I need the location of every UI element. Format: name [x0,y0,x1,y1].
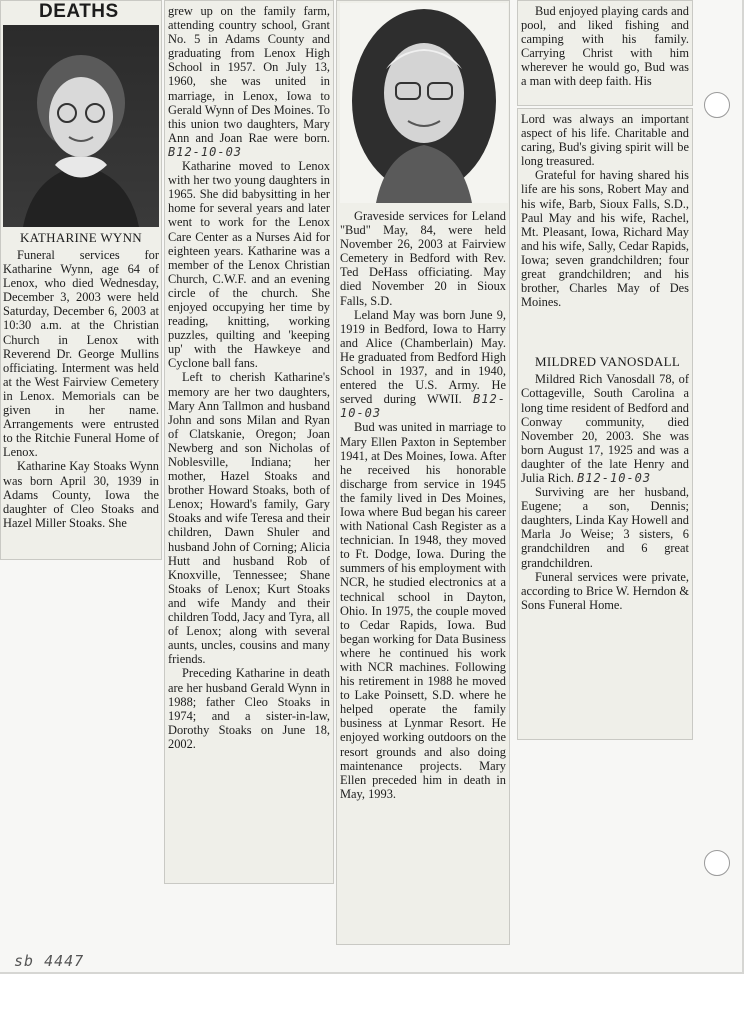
handwritten-date-note: B12-10-03 [340,392,506,421]
clipping-katharine-wynn-continued [164,0,334,884]
obituary-paragraph: Funeral services for Katharine Wynn, age 64 of Lenox, who died Wednesday, December 3, 2003 were held Saturday, December 6, 2003 at 10:30 a.m. at the Christian Church in Lenox with Reverend Dr. George Mullins officiating. Interment was held at the West Fairview Cemetery in Lenox. Memorials can be given in her name. Arrangements were entrusted to the Ritchie Funeral Home of Lenox. [3,248,159,460]
section-heading: DEATHS [39,1,119,22]
obituary-paragraph: Funeral services were private, according to Brice W. Herndon & Sons Funeral Home. [521,569,689,612]
obituary-paragraph: Katharine Kay Stoaks Wynn was born April 30, 1939 in Adams County, Iowa the daughter of Cleo Stoaks and Hazel Miller Stoaks. She [3,459,159,530]
obituary-paragraph: Mildred Rich Vanosdall 78, of Cottageville, South Carolina a long time resident of Bedford and Conway community, died November 20, 2003. She was born August 17, 1925 and was a daughter of the late Henry and Julia Rich. B12-10-03 [521,372,689,485]
portrait-leland-may [340,3,508,203]
obituary-paragraph: Katharine moved to Lenox with her two young daughters in 1965. She did babysitting in her home for several years and later went to work for the Lenox Care Center as a Nurses Aid for eighteen years. Katharine was a member of the Lenox Christian Church, C.W.F. and an evening circle of the church. She enjoyed occupying her time by reading, knitting, working puzzles, quilting and 'keeping up' with the Hawkeye and Cyclone ball fans. [168,159,330,371]
obituary-paragraph: Surviving are her husband, Eugene; a son, Dennis; daughters, Linda Kay Howell and Marla Jo Weise; 3 sisters, 6 grandchildren and 6 great grandchildren. [521,485,689,570]
obituary-paragraph: Left to cherish Katharine's memory are her two daughters, Mary Ann Tallmon and husband John and sons Milan and Ryan of Clatskanie, Oregon; Joan Newberg and son Nicholas of Noblesville, Indiana; her mother, Hazel Stoaks and brother Howard Stoaks, both of Lenox; Howard's family, Gary Stoaks and wife Teresa and their children, Dawn Shuler and husband John of Corning; Alicia Hutt and husband Rob of Knoxville, Tennessee; Shane Stoaks of Lenox; Kurt Stoaks and wife Mandy and their children Todd, Jacy and Tyra, all of Lenox; along with several aunts, uncles, cousins and many friends. [168,370,330,667]
obituary-paragraph: Leland May was born June 9, 1919 in Bedford, Iowa to Harry and Alice (Chamberlain) May. He graduated from Bedford High School in 1937, and in 1940, entered the U.S. Army. He served during WWII. B12-10-03 [340,307,506,421]
clipping-katharine-wynn [0,0,162,560]
obituary-paragraph: Preceding Katharine in death are her husband Gerald Wynn in 1988; father Cleo Stoaks in 1974; and a sister-in-law, Dorothy Stoaks on June 18, 2002. [168,666,330,751]
clipping-mildred-vanosdall [517,108,693,740]
obituary-paragraph: grew up on the family farm, attending country school, Grant No. 5 in Adams County and graduating from Lenox High School in 1957. On July 13, 1960, she was united in marriage, in Lenox, Iowa to Gerald Wynn of Des Moines. To this union two daughters, Mary Ann and Joan Rae were born. B12-10-03 [168,4,330,159]
portrait-man-icon [340,3,508,203]
binder-hole-top [704,92,730,118]
obituary-paragraph: Bud was united in marriage to Mary Ellen Paxton in September 1941, at Des Moines, Iowa. After he received his honorable discharge from service in 1945 the family lived in Des Moines, Iowa where Bud began his career with National Cash Register as a technician. In 1948, they moved to Ft. Dodge, Iowa. During the summers of his employment with NCR, he studied electronics at a technical school in Dayton, Ohio. In 1975, the couple moved to Cedar Rapids, Iowa. Bud began working for Data Business where he continued his work with NCR machines. Following his retirement in 1988 he moved to Lake Poinsett, S.D. where he helped operate the family business at Lynmar Resort. He enjoyed working outdoors on the resort grounds and also doing maintenance projects. Mary Ellen preceded him in death in May, 1993. [340,420,506,801]
clipping-leland-may-continued-top [517,0,693,106]
obituary-name: KATHARINE WYNN [19,230,143,245]
handwritten-archive-mark: sb 4447 [14,952,85,970]
portrait-katharine-wynn [3,25,159,227]
clipping-leland-may [336,0,510,945]
obituary-paragraph: Graveside services for Leland "Bud" May, 84, were held November 26, 2003 at Fairview Cemetery in Bedford with Rev. Ted DeHass officiating. May died November 20 in Sioux Falls, S.D. [340,209,506,308]
obituary-name: MILDRED VANOSDALL [535,354,681,370]
handwritten-date-note: B12-10-03 [168,144,243,159]
handwritten-date-note: B12-10-03 [577,470,652,485]
obituary-paragraph: Lord was always an important aspect of his life. Charitable and caring, Bud's giving spirit will be long treasured. [521,112,689,169]
portrait-woman-icon [3,25,159,227]
obituary-paragraph: Bud enjoyed playing cards and pool, and liked fishing and camping with his family. Carrying Christ with him wherever he would go, Bud was a man with deep faith. His [521,4,689,89]
binder-hole-bottom [704,850,730,876]
obituary-paragraph: Grateful for having shared his life are his sons, Robert May and his wife, Barb, Sioux Falls, S.D., Paul May and his wife, Rachel, Mt. Pleasant, Iowa, Richard May and his wife, Sally, Cedar Rapids, Iowa; seven grandchildren; four great grandchildren; and his brother, Charles May of Des Moines. [521,168,689,310]
